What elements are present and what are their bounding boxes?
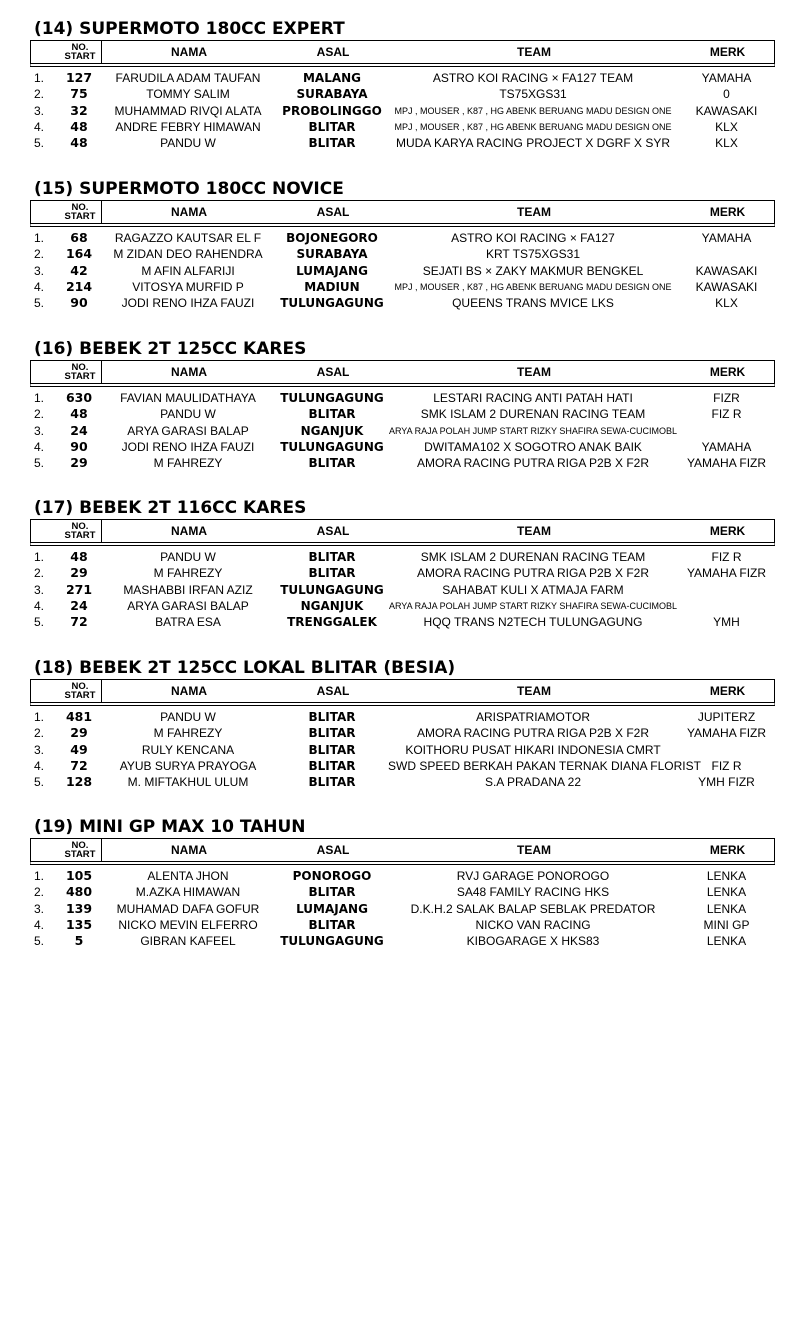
row-origin: BLITAR: [308, 726, 356, 741]
table-row: [30, 725, 775, 741]
row-start-number: 48: [70, 118, 88, 134]
table-row: [30, 390, 775, 406]
table-body: [30, 868, 775, 949]
row-start-number: 24: [70, 422, 88, 438]
header-merk: MERK: [709, 524, 746, 538]
row-start-number: 271: [65, 581, 93, 597]
header-start-label: START: [64, 51, 96, 62]
row-position: 2.: [34, 407, 45, 422]
table-body: [30, 549, 775, 630]
row-brand: YAMAHA: [701, 71, 752, 85]
row-brand: YAMAHA FIZR: [686, 566, 767, 581]
row-start-number: 135: [65, 916, 93, 932]
header-no-start: [59, 361, 101, 383]
row-rider-name: M FAHREZY: [153, 726, 223, 741]
row-rider-name: GIBRAN KAFEEL: [140, 934, 236, 949]
row-team: SMK ISLAM 2 DURENAN RACING TEAM: [420, 550, 646, 564]
row-brand: [678, 582, 775, 598]
table-header: [30, 360, 775, 387]
row-position: 3.: [34, 901, 45, 916]
row-brand: [678, 598, 775, 614]
table-row: [30, 423, 775, 439]
table-body: [30, 390, 775, 471]
header-start-label: START: [64, 211, 96, 222]
row-brand: LENKA: [706, 901, 747, 916]
row-team: LESTARI RACING ANTI PATAH HATI: [433, 391, 633, 405]
row-start-number: 68: [70, 230, 88, 245]
row-team: ASTRO KOI RACING × FA127: [451, 231, 615, 245]
row-start-number: 48: [70, 406, 88, 422]
section-title: (15) SUPERMOTO 180CC NOVICE: [34, 179, 344, 199]
row-position: 2.: [34, 247, 45, 262]
row-position: 3.: [34, 103, 45, 118]
row-brand: [678, 742, 775, 758]
table-row: [30, 884, 775, 900]
row-position: 3.: [34, 263, 45, 278]
row-team: QUEENS TRANS MVICE LKS: [452, 296, 614, 311]
header-team: TEAM: [517, 205, 551, 219]
row-origin: BLITAR: [308, 742, 356, 757]
row-start-number: 48: [70, 135, 88, 151]
table-row: [30, 70, 775, 86]
table-row: [30, 455, 775, 471]
row-position: 4.: [34, 279, 45, 294]
row-brand: KLX: [715, 136, 738, 151]
row-start-number: 32: [70, 102, 88, 118]
row-origin: TULUNGAGUNG: [280, 296, 384, 311]
header-asal: ASAL: [316, 205, 350, 219]
row-position: 1.: [34, 71, 45, 85]
row-origin: BLITAR: [308, 119, 356, 134]
row-brand: YMH: [713, 615, 740, 630]
row-rider-name: MUHAMAD DAFA GOFUR: [116, 901, 260, 916]
row-position: 2.: [34, 726, 45, 741]
row-team: SMK ISLAM 2 DURENAN RACING TEAM: [420, 407, 646, 422]
table-row: [30, 295, 775, 311]
row-brand: JUPITERZ: [697, 710, 756, 724]
row-brand: LENKA: [706, 934, 747, 949]
row-brand: [678, 423, 775, 439]
row-start-number: 164: [65, 246, 93, 262]
row-brand: KAWASAKI: [695, 263, 758, 278]
header-nama: NAMA: [171, 45, 207, 59]
row-rider-name: BATRA ESA: [155, 615, 221, 630]
row-team: AMORA RACING PUTRA RIGA P2B X F2R: [416, 456, 650, 471]
row-team: SA48 FAMILY RACING HKS: [456, 885, 610, 900]
section-title: (14) SUPERMOTO 180CC EXPERT: [34, 19, 345, 39]
race-class-section: [30, 657, 775, 790]
row-position: 4.: [34, 917, 45, 932]
row-position: 2.: [34, 566, 45, 581]
row-rider-name: AYUB SURYA PRAYOGA: [119, 758, 257, 773]
race-class-section: [30, 178, 775, 311]
header-start-label: START: [64, 690, 96, 701]
row-start-number: 49: [70, 741, 88, 757]
table-row: [30, 230, 775, 246]
table-row: [30, 439, 775, 455]
header-no-label: NO.: [71, 202, 89, 213]
row-team: ARISPATRIAMOTOR: [475, 710, 590, 724]
row-rider-name: MASHABBI IRFAN AZIZ: [123, 582, 253, 597]
row-position: 1.: [34, 550, 45, 564]
row-brand: YAMAHA FIZR: [686, 456, 767, 471]
table-row: [30, 742, 775, 758]
row-team: ASTRO KOI RACING × FA127 TEAM: [432, 71, 634, 85]
race-class-section: [30, 816, 775, 949]
row-origin: TULUNGAGUNG: [280, 391, 384, 405]
row-brand: FIZ R: [711, 407, 742, 422]
section-title: (16) BEBEK 2T 125CC KARES: [34, 339, 307, 359]
row-team: ARYA RAJA POLAH JUMP START RIZKY SHAFIRA SEWA-CUCIMOBL: [388, 600, 678, 611]
table-row: [30, 86, 775, 102]
row-rider-name: MUHAMMAD RIVQI ALATA: [114, 103, 262, 118]
header-asal: ASAL: [316, 524, 350, 538]
table-row: [30, 565, 775, 581]
table-row: [30, 119, 775, 135]
header-merk: MERK: [709, 205, 746, 219]
table-row: [30, 933, 775, 949]
row-origin: TULUNGAGUNG: [280, 934, 384, 949]
table-row: [30, 406, 775, 422]
row-rider-name: M FAHREZY: [153, 456, 223, 471]
table-row: [30, 868, 775, 884]
row-origin: BLITAR: [308, 550, 356, 564]
header-asal: ASAL: [316, 843, 350, 857]
row-team: DWITAMA102 X SOGOTRO ANAK BAIK: [424, 439, 642, 454]
header-nama: NAMA: [171, 524, 207, 538]
row-origin: BOJONEGORO: [286, 231, 378, 245]
header-merk: MERK: [709, 45, 746, 59]
row-team: NICKO VAN RACING: [475, 917, 591, 932]
header-team: TEAM: [517, 524, 551, 538]
row-origin: LUMAJANG: [296, 263, 368, 278]
row-brand: LENKA: [706, 885, 747, 900]
row-rider-name: ARYA GARASI BALAP: [127, 423, 249, 438]
table-row: [30, 549, 775, 565]
table-header: [30, 679, 775, 706]
header-team: TEAM: [517, 45, 551, 59]
header-asal: ASAL: [316, 365, 350, 379]
row-position: 1.: [34, 231, 45, 245]
row-rider-name: ARYA GARASI BALAP: [127, 598, 249, 613]
header-team: TEAM: [517, 843, 551, 857]
header-team: TEAM: [517, 365, 551, 379]
row-position: 4.: [34, 598, 45, 613]
row-start-number: 72: [70, 757, 88, 773]
row-rider-name: PANDU W: [160, 407, 216, 422]
row-start-number: 48: [70, 549, 88, 564]
row-rider-name: ALENTA JHON: [147, 869, 229, 883]
row-rider-name: PANDU W: [160, 136, 216, 151]
row-position: 4.: [34, 439, 45, 454]
row-position: 4.: [34, 758, 45, 773]
row-start-number: 105: [65, 868, 93, 883]
row-brand: MINI GP: [703, 917, 750, 932]
row-start-number: 127: [65, 70, 93, 85]
row-brand: KAWASAKI: [695, 279, 758, 294]
row-brand: [678, 246, 775, 262]
table-header: [30, 838, 775, 865]
table-row: [30, 135, 775, 151]
row-start-number: 630: [65, 390, 93, 405]
row-start-number: 72: [70, 614, 88, 630]
race-class-section: [30, 18, 775, 151]
row-brand: FIZ R: [711, 550, 742, 564]
row-rider-name: M.AZKA HIMAWAN: [135, 885, 241, 900]
row-start-number: 29: [70, 455, 88, 471]
section-title: (17) BEBEK 2T 116CC KARES: [34, 498, 307, 518]
row-rider-name: JODI RENO IHZA FAUZI: [121, 439, 255, 454]
header-no-start: [59, 520, 101, 542]
row-rider-name: M. MIFTAKHUL ULUM: [127, 775, 249, 790]
header-start-label: START: [64, 849, 96, 860]
row-origin: BLITAR: [308, 710, 356, 724]
header-no-start: [59, 201, 101, 223]
header-merk: MERK: [709, 684, 746, 698]
row-rider-name: FARUDILA ADAM TAUFAN: [115, 71, 261, 85]
row-position: 5.: [34, 934, 45, 949]
table-row: [30, 917, 775, 933]
header-start-label: START: [64, 371, 96, 382]
row-origin: TULUNGAGUNG: [280, 582, 384, 597]
table-row: [30, 758, 775, 774]
row-team: ARYA RAJA POLAH JUMP START RIZKY SHAFIRA SEWA-CUCIMOBL: [388, 425, 678, 436]
header-asal: ASAL: [316, 684, 350, 698]
row-rider-name: PANDU W: [160, 710, 216, 724]
row-origin: BLITAR: [308, 917, 356, 932]
row-team: MUDA KARYA RACING PROJECT X DGRF X SYR: [395, 136, 671, 151]
row-team: KRT TS75XGS31: [485, 247, 581, 262]
row-brand: 0: [723, 87, 730, 102]
table-body: [30, 70, 775, 151]
row-start-number: 29: [70, 725, 88, 741]
table-body: [30, 230, 775, 311]
row-start-number: 481: [65, 709, 93, 724]
header-team: TEAM: [517, 684, 551, 698]
row-brand: FIZR: [713, 391, 740, 405]
row-team: SWD SPEED BERKAH PAKAN TERNAK DIANA FLORIST: [388, 758, 701, 773]
row-rider-name: M FAHREZY: [153, 566, 223, 581]
race-class-section: [30, 497, 775, 630]
table-row: [30, 582, 775, 598]
row-origin: BLITAR: [308, 566, 356, 581]
row-origin: MALANG: [302, 71, 362, 85]
row-rider-name: RULY KENCANA: [141, 742, 235, 757]
header-nama: NAMA: [171, 205, 207, 219]
row-brand: YAMAHA: [701, 231, 752, 245]
header-merk: MERK: [709, 843, 746, 857]
row-start-number: 480: [65, 884, 93, 900]
row-position: 4.: [34, 119, 45, 134]
table-row: [30, 901, 775, 917]
row-start-number: 139: [65, 900, 93, 916]
header-no-label: NO.: [71, 840, 89, 851]
row-team: D.K.H.2 SALAK BALAP SEBLAK PREDATOR: [410, 901, 656, 916]
table-header: [30, 519, 775, 546]
table-row: [30, 774, 775, 790]
row-team: SEJATI BS × ZAKY MAKMUR BENGKEL: [422, 263, 644, 278]
section-title: (19) MINI GP MAX 10 TAHUN: [34, 817, 306, 837]
row-position: 3.: [34, 742, 45, 757]
row-position: 5.: [34, 136, 45, 151]
table-body: [30, 709, 775, 790]
row-position: 5.: [34, 296, 45, 311]
row-position: 2.: [34, 885, 45, 900]
header-no-label: NO.: [71, 362, 89, 373]
row-brand: YAMAHA FIZR: [686, 726, 767, 741]
row-team: SAHABAT KULI X ATMAJA FARM: [442, 582, 624, 597]
row-origin: TRENGGALEK: [287, 615, 377, 630]
row-team: MPJ , MOUSER , K87 , HG ABENK BERUANG MADU DESIGN ONE: [394, 281, 672, 292]
row-team: AMORA RACING PUTRA RIGA P2B X F2R: [416, 726, 650, 741]
row-position: 5.: [34, 615, 45, 630]
row-brand: FIZ R: [711, 758, 742, 773]
row-position: 3.: [34, 423, 45, 438]
row-team: TS75XGS31: [499, 87, 567, 102]
row-start-number: 90: [70, 438, 88, 454]
row-origin: TULUNGAGUNG: [280, 439, 384, 454]
header-nama: NAMA: [171, 843, 207, 857]
row-origin: SURABAYA: [296, 247, 368, 262]
row-brand: KAWASAKI: [695, 103, 758, 118]
header-no-label: NO.: [71, 42, 89, 53]
row-brand: YMH FIZR: [698, 775, 755, 790]
row-team: S.A PRADANA 22: [484, 775, 582, 790]
row-start-number: 24: [70, 597, 88, 613]
row-position: 3.: [34, 582, 45, 597]
row-rider-name: JODI RENO IHZA FAUZI: [121, 296, 255, 311]
row-rider-name: M ZIDAN DEO RAHENDRA: [113, 247, 263, 262]
row-origin: BLITAR: [308, 775, 356, 790]
row-origin: SURABAYA: [296, 87, 368, 102]
row-team: MPJ , MOUSER , K87 , HG ABENK BERUANG MADU DESIGN ONE: [394, 105, 672, 116]
row-brand: YAMAHA: [701, 439, 752, 454]
header-nama: NAMA: [171, 684, 207, 698]
row-origin: NGANJUK: [300, 598, 364, 613]
row-origin: PROBOLINGGO: [282, 103, 382, 118]
table-row: [30, 246, 775, 262]
row-position: 1.: [34, 710, 45, 724]
row-start-number: 75: [70, 86, 88, 102]
row-origin: BLITAR: [308, 456, 356, 471]
row-start-number: 42: [70, 262, 88, 278]
row-start-number: 90: [70, 295, 88, 311]
table-row: [30, 598, 775, 614]
row-brand: KLX: [715, 296, 738, 311]
row-rider-name: PANDU W: [160, 550, 216, 564]
row-team: AMORA RACING PUTRA RIGA P2B X F2R: [416, 566, 650, 581]
table-row: [30, 614, 775, 630]
header-no-label: NO.: [71, 521, 89, 532]
row-rider-name: RAGAZZO KAUTSAR EL F: [114, 231, 262, 245]
row-position: 5.: [34, 456, 45, 471]
table-row: [30, 709, 775, 725]
row-team: RVJ GARAGE PONOROGO: [456, 869, 610, 883]
header-asal: ASAL: [316, 45, 350, 59]
header-no-start: [59, 839, 101, 861]
row-origin: PONOROGO: [292, 869, 372, 883]
section-title: (18) BEBEK 2T 125CC LOKAL BLITAR (BESIA): [34, 658, 456, 678]
header-nama: NAMA: [171, 365, 207, 379]
row-origin: MADIUN: [304, 279, 360, 294]
header-no-start: [59, 680, 101, 702]
row-start-number: 5: [74, 933, 84, 949]
row-rider-name: M AFIN ALFARIJI: [141, 263, 235, 278]
header-merk: MERK: [709, 365, 746, 379]
table-header: [30, 200, 775, 227]
row-brand: LENKA: [706, 869, 747, 883]
row-position: 1.: [34, 869, 45, 883]
row-start-number: 214: [65, 278, 93, 294]
row-start-number: 29: [70, 565, 88, 581]
row-origin: LUMAJANG: [296, 901, 368, 916]
row-team: MPJ , MOUSER , K87 , HG ABENK BERUANG MADU DESIGN ONE: [394, 121, 672, 132]
row-origin: NGANJUK: [300, 423, 364, 438]
row-rider-name: FAVIAN MAULIDATHAYA: [120, 391, 256, 405]
row-team: HQQ TRANS N2TECH TULUNGAGUNG: [423, 615, 643, 630]
table-row: [30, 263, 775, 279]
row-origin: BLITAR: [308, 758, 356, 773]
header-start-label: START: [64, 530, 96, 541]
row-position: 1.: [34, 391, 45, 405]
row-rider-name: TOMMY SALIM: [146, 87, 230, 102]
row-origin: BLITAR: [308, 885, 356, 900]
row-origin: BLITAR: [308, 407, 356, 422]
header-no-label: NO.: [71, 681, 89, 692]
row-position: 2.: [34, 87, 45, 102]
row-rider-name: ANDRE FEBRY HIMAWAN: [115, 119, 261, 134]
header-no-start: [59, 41, 101, 63]
row-rider-name: VITOSYA MURFID P: [132, 279, 244, 294]
table-row: [30, 279, 775, 295]
row-brand: KLX: [715, 119, 738, 134]
row-rider-name: NICKO MEVIN ELFERRO: [118, 917, 258, 932]
row-start-number: 128: [65, 774, 93, 790]
row-team: KOITHORU PUSAT HIKARI INDONESIA CMRT: [405, 742, 661, 757]
row-team: KIBOGARAGE X HKS83: [466, 934, 600, 949]
row-position: 5.: [34, 775, 45, 790]
table-row: [30, 103, 775, 119]
race-class-section: [30, 338, 775, 471]
row-origin: BLITAR: [308, 136, 356, 151]
table-header: [30, 40, 775, 67]
